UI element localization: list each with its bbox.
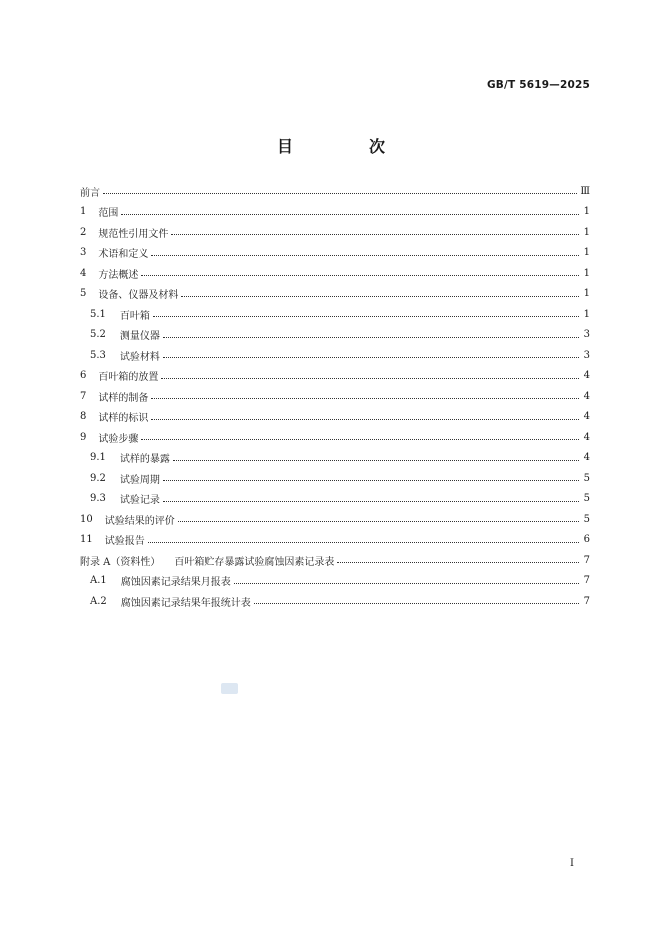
toc-entry-page: 1 — [583, 206, 590, 217]
toc-entry-number: 8 — [80, 411, 87, 422]
toc-entry[interactable] — [80, 243, 590, 263]
toc-leader-dots — [163, 336, 579, 338]
toc-entry[interactable] — [90, 304, 590, 324]
toc-leader-dots — [151, 254, 579, 256]
toc-leader-dots — [163, 500, 579, 502]
watermark-icon — [221, 683, 238, 694]
toc-entry-label: 试验记录 — [119, 495, 160, 506]
standard-code: GB/T 5619—2025 — [486, 79, 590, 91]
toc-entry-label: 腐蚀因素记录结果年报统计表 — [120, 597, 251, 609]
toc-entry-number: 5.3 — [90, 349, 106, 361]
toc-entry-page: 1 — [583, 247, 590, 258]
toc-entry-label: 试样的制备 — [98, 392, 149, 404]
toc-entry-number: A.1 — [90, 575, 107, 586]
toc-leader-dots — [337, 561, 579, 563]
toc-entry-page: 1 — [583, 226, 590, 238]
toc-entry-number: 1 — [80, 206, 87, 217]
toc-entry-page: 6 — [583, 534, 590, 545]
toc-entry[interactable] — [80, 530, 590, 550]
toc-leader-dots — [163, 479, 579, 481]
toc-entry[interactable] — [80, 407, 590, 427]
toc-entry[interactable] — [80, 427, 590, 447]
toc-entry[interactable] — [90, 571, 590, 591]
toc-entry-number: 7 — [80, 390, 87, 402]
toc-entry-page: 5 — [583, 493, 590, 504]
toc-entry-label: 方法概述 — [98, 269, 139, 281]
page-number: I — [570, 858, 574, 869]
toc-entry-label: 试验报告 — [104, 536, 145, 547]
toc-entry-number: 5.2 — [90, 329, 106, 340]
toc-entry-label: 前言 — [80, 187, 100, 199]
toc-entry[interactable] — [90, 448, 590, 468]
toc-entry-page: 1 — [583, 267, 590, 279]
toc-leader-dots — [153, 315, 579, 317]
toc-leader-dots — [254, 602, 579, 604]
toc-entry-number: 附录 A（资料性） — [80, 556, 161, 568]
toc-entry-page: 5 — [583, 472, 590, 484]
toc-entry-page: 4 — [583, 452, 590, 463]
toc-entry-label: 范围 — [98, 208, 119, 219]
toc-entry-label: 试验步骤 — [98, 433, 139, 445]
toc-leader-dots — [141, 274, 579, 276]
toc-entry-number: 5 — [80, 288, 87, 299]
toc-leader-dots — [148, 541, 579, 543]
toc-entry[interactable] — [90, 591, 590, 611]
toc-entry-label: 试验结果的评价 — [104, 515, 175, 527]
toc-entry-page: 4 — [583, 411, 590, 422]
toc-leader-dots — [234, 582, 579, 584]
toc-entry-label: 测量仪器 — [119, 331, 160, 342]
toc-entry-label: 试验周期 — [119, 474, 160, 486]
toc-entry-page: 1 — [583, 308, 590, 320]
toc-entry[interactable] — [80, 366, 590, 386]
toc-entry-page: 7 — [583, 595, 590, 607]
toc-leader-dots — [161, 377, 579, 379]
toc-leader-dots — [151, 397, 579, 399]
toc-leader-dots — [141, 438, 579, 440]
toc-entry[interactable] — [80, 550, 590, 570]
toc-entry-page: 7 — [583, 554, 590, 566]
toc-entry[interactable] — [80, 222, 590, 242]
toc-entry-number: 2 — [80, 226, 87, 238]
toc-entry-number: 4 — [80, 267, 87, 279]
toc-entry-number: 6 — [80, 370, 87, 381]
toc-entry-number: 11 — [80, 534, 93, 545]
toc-entry-page: 3 — [583, 329, 590, 340]
toc-entry-number: 9.3 — [90, 493, 106, 504]
toc-entry-label: 试样的暴露 — [119, 454, 170, 465]
toc-entry[interactable] — [80, 386, 590, 406]
toc-entry-number: 5.1 — [90, 308, 106, 320]
toc-entry[interactable] — [90, 489, 590, 509]
toc-entry-label: 试验材料 — [119, 351, 160, 363]
toc-entry-page: 1 — [583, 288, 590, 299]
toc-leader-dots — [178, 520, 579, 522]
toc-leader-dots — [103, 192, 577, 194]
toc-entry-page: 4 — [583, 370, 590, 381]
page-title: 目 次 — [276, 137, 415, 156]
toc-entry[interactable] — [90, 345, 590, 365]
toc-entry-label: 百叶箱 — [119, 310, 150, 322]
toc-entry-number: 9 — [80, 431, 87, 443]
toc-entry[interactable] — [80, 263, 590, 283]
toc-entry-page: 5 — [583, 513, 590, 525]
toc-entry[interactable] — [90, 468, 590, 488]
toc-leader-dots — [181, 295, 579, 297]
toc-entry-page: 7 — [583, 575, 590, 586]
toc-leader-dots — [163, 356, 579, 358]
toc-entry-number: 10 — [80, 513, 93, 525]
toc-entry[interactable] — [80, 181, 590, 201]
toc-entry[interactable] — [80, 202, 590, 222]
toc-entry-number: 9.1 — [90, 452, 106, 463]
toc-leader-dots — [151, 418, 579, 420]
toc-entry-label: 百叶箱贮存暴露试验腐蚀因素记录表 — [174, 556, 335, 568]
toc-entry[interactable] — [80, 284, 590, 304]
toc-entry-label: 百叶箱的放置 — [98, 372, 159, 383]
toc-entry-label: 设备、仪器及材料 — [98, 290, 179, 301]
toc-entry-number: 3 — [80, 247, 87, 258]
toc-entry-page: 3 — [583, 349, 590, 361]
toc-entry-label: 规范性引用文件 — [98, 228, 169, 240]
toc-entry-page: 4 — [583, 431, 590, 443]
toc-entry-number: A.2 — [90, 595, 107, 607]
toc-leader-dots — [173, 459, 579, 461]
toc-entry[interactable] — [80, 509, 590, 529]
toc-entry-label: 腐蚀因素记录结果月报表 — [120, 577, 231, 588]
toc-entry[interactable] — [90, 325, 590, 345]
toc-leader-dots — [121, 213, 579, 215]
toc-entry-label: 术语和定义 — [98, 249, 149, 260]
toc-entry-page: Ⅲ — [580, 185, 590, 197]
toc-entry-label: 试样的标识 — [98, 413, 149, 424]
toc-leader-dots — [171, 233, 579, 235]
toc-entry-page: 4 — [583, 390, 590, 402]
toc-entry-number: 9.2 — [90, 472, 106, 484]
